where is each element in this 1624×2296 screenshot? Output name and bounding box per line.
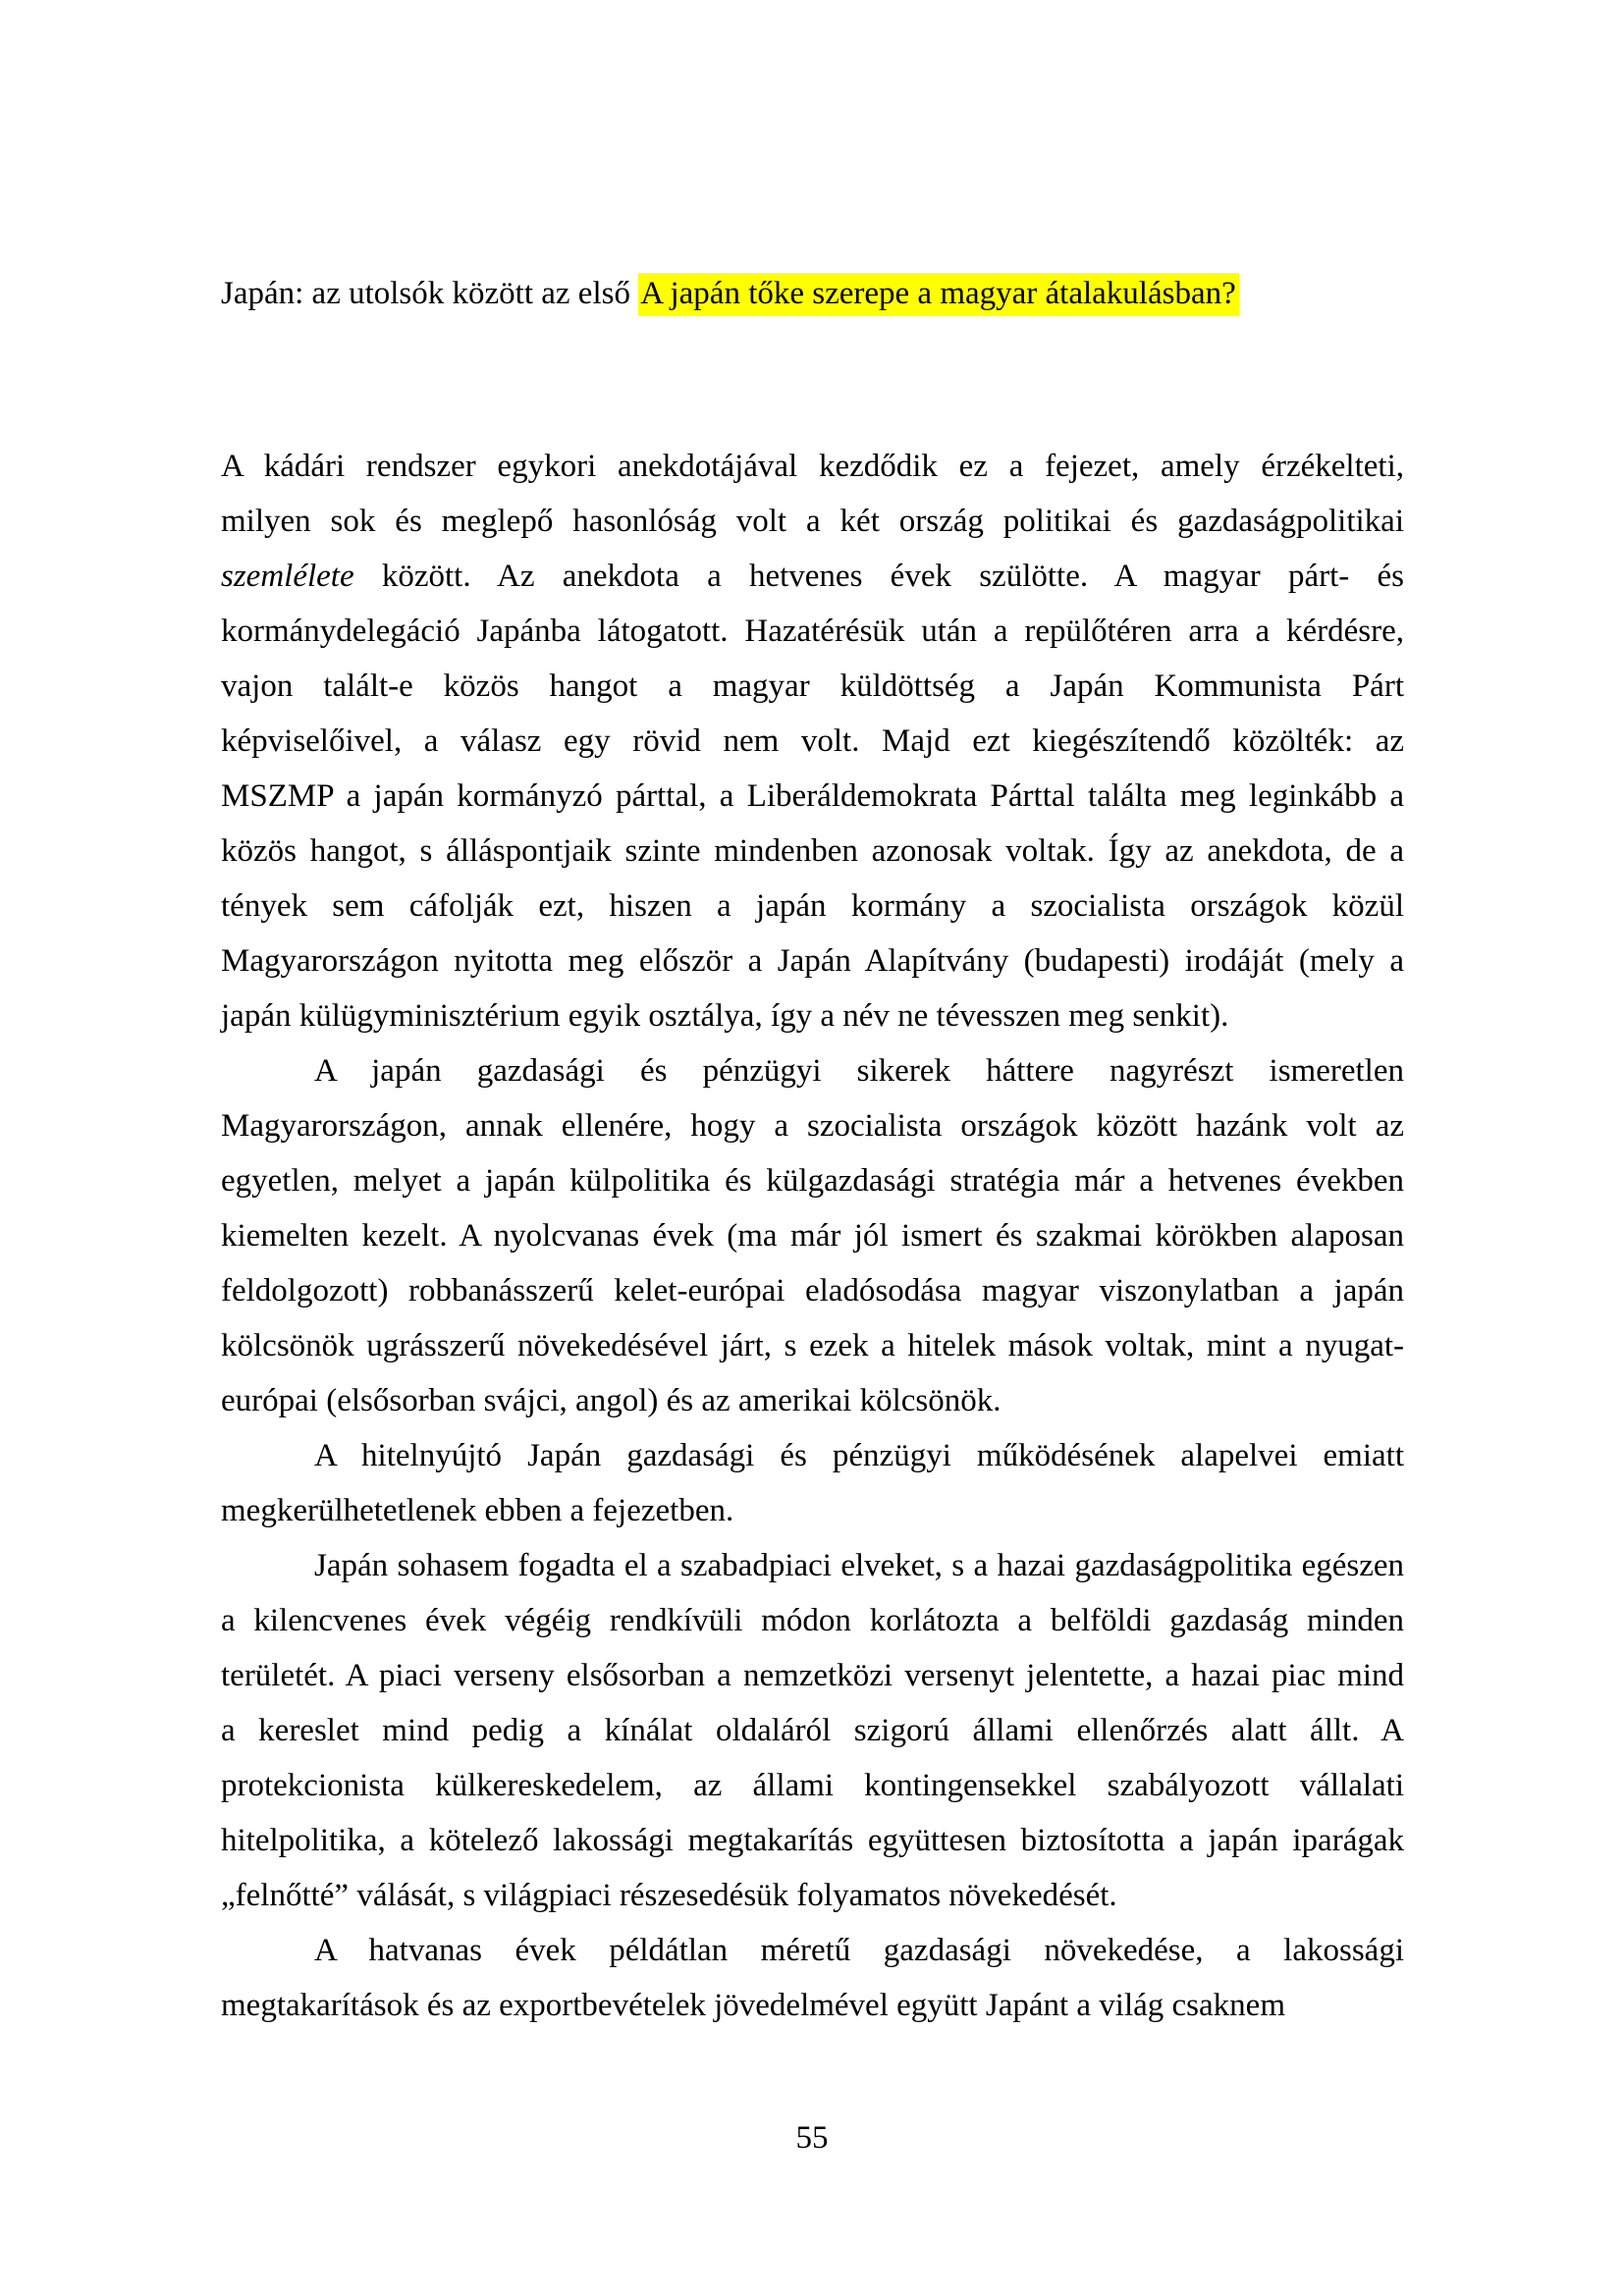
- text-line: A kádári rendszer egykori anekdotájával kezdődik ez a fejezet, amely érzékelteti,: [221, 449, 1404, 484]
- text-line: képviselőivel, a válasz egy rövid nem volt. Majd ezt kiegészítendő közölték: az: [221, 723, 1404, 759]
- text-line: szemlélete között. Az anekdota a hetvenes évek szülötte. A magyar párt- és: [221, 559, 1404, 594]
- page-footer: [0, 2118, 1624, 2158]
- italic-text: szemlélete: [221, 559, 354, 594]
- chapter-title: [221, 272, 1404, 315]
- text-line: Magyarországon, annak ellenére, hogy a szocialista országok között hazánk volt az: [221, 1108, 1404, 1144]
- text-line: A japán gazdasági és pénzügyi sikerek háttere nagyrészt ismeretlen: [314, 1053, 1404, 1089]
- text-line: A hitelnyújtó Japán gazdasági és pénzügyi működésének alapelvei emiatt: [314, 1438, 1404, 1473]
- text-line: területét. A piaci verseny elsősorban a nemzetközi versenyt jelentette, a hazai piac mind: [221, 1658, 1404, 1693]
- text-line: Japán sohasem fogadta el a szabadpiaci elveket, s a hazai gazdaságpolitika egészen: [314, 1548, 1404, 1583]
- text-line: tények sem cáfolják ezt, hiszen a japán kormány a szocialista országok közül: [221, 888, 1404, 924]
- text-line: kormánydelegáció Japánba látogatott. Hazatérésük után a repülőtéren arra a kérdésre,: [221, 614, 1404, 649]
- page-number: 55: [795, 2120, 829, 2156]
- page-content: [221, 272, 1404, 2033]
- text-line: japán külügyminisztérium egyik osztálya, így a név ne tévesszen meg senkit).: [221, 998, 1229, 1034]
- text-line: vajon talált-e közös hangot a magyar küldöttség a Japán Kommunista Párt: [221, 668, 1404, 704]
- text-line: protekcionista külkereskedelem, az állami kontingensekkel szabályozott vállalati: [221, 1768, 1404, 1803]
- text-line: egyetlen, melyet a japán külpolitika és külgazdasági stratégia már a hetvenes években: [221, 1163, 1404, 1199]
- text-line: kiemelten kezelt. A nyolcvanas évek (ma már jól ismert és szakmai körökben alaposan: [221, 1218, 1404, 1254]
- text-line: megkerülhetetlenek ebben a fejezetben.: [221, 1493, 734, 1528]
- paragraph: [221, 1043, 1404, 1428]
- text-line: A hatvanas évek példátlan méretű gazdasági növekedése, a lakossági: [314, 1933, 1404, 1968]
- paragraph: [221, 1428, 1404, 1538]
- paragraph: [221, 1538, 1404, 1923]
- text-line: „felnőtté” válását, s világpiaci részesedésük folyamatos növekedését.: [221, 1878, 1117, 1913]
- chapter-title-plain: Japán: az utolsók között az első: [221, 276, 639, 311]
- text-line: Magyarországon nyitotta meg először a Japán Alapítvány (budapesti) irodáját (mely a: [221, 943, 1404, 979]
- text-line: megtakarítások és az exportbevételek jövedelmével együtt Japánt a világ csaknem: [221, 1988, 1285, 2023]
- text-line: feldolgozott) robbanásszerű kelet-európai eladósodása magyar viszonylatban a japán: [221, 1273, 1404, 1308]
- chapter-title-highlight: A japán tőke szerepe a magyar átalakulásban?: [638, 273, 1239, 316]
- text-line: hitelpolitika, a kötelező lakossági megtakarítás együttesen biztosította a japán iparágak: [221, 1823, 1404, 1858]
- paragraph: [221, 439, 1404, 1043]
- text-line: milyen sok és meglepő hasonlóság volt a két ország politikai és gazdaságpolitikai: [221, 504, 1404, 539]
- text-line: közös hangot, s álláspontjaik szinte mindenben azonosak voltak. Így az anekdota, de a: [221, 833, 1404, 869]
- text-line: a kilencvenes évek végéig rendkívüli módon korlátozta a belföldi gazdaság minden: [221, 1603, 1404, 1638]
- text-line: kölcsönök ugrásszerű növekedésével járt, s ezek a hitelek mások voltak, mint a nyugat-: [221, 1328, 1404, 1363]
- text-line: a kereslet mind pedig a kínálat oldaláról szigorú állami ellenőrzés alatt állt. A: [221, 1713, 1404, 1748]
- text-line: európai (elsősorban svájci, angol) és az amerikai kölcsönök.: [221, 1383, 1001, 1418]
- paragraph: [221, 1923, 1404, 2033]
- body-text: [221, 439, 1404, 2033]
- text-line: MSZMP a japán kormányzó párttal, a Liberáldemokrata Párttal találta meg leginkább a: [221, 778, 1404, 814]
